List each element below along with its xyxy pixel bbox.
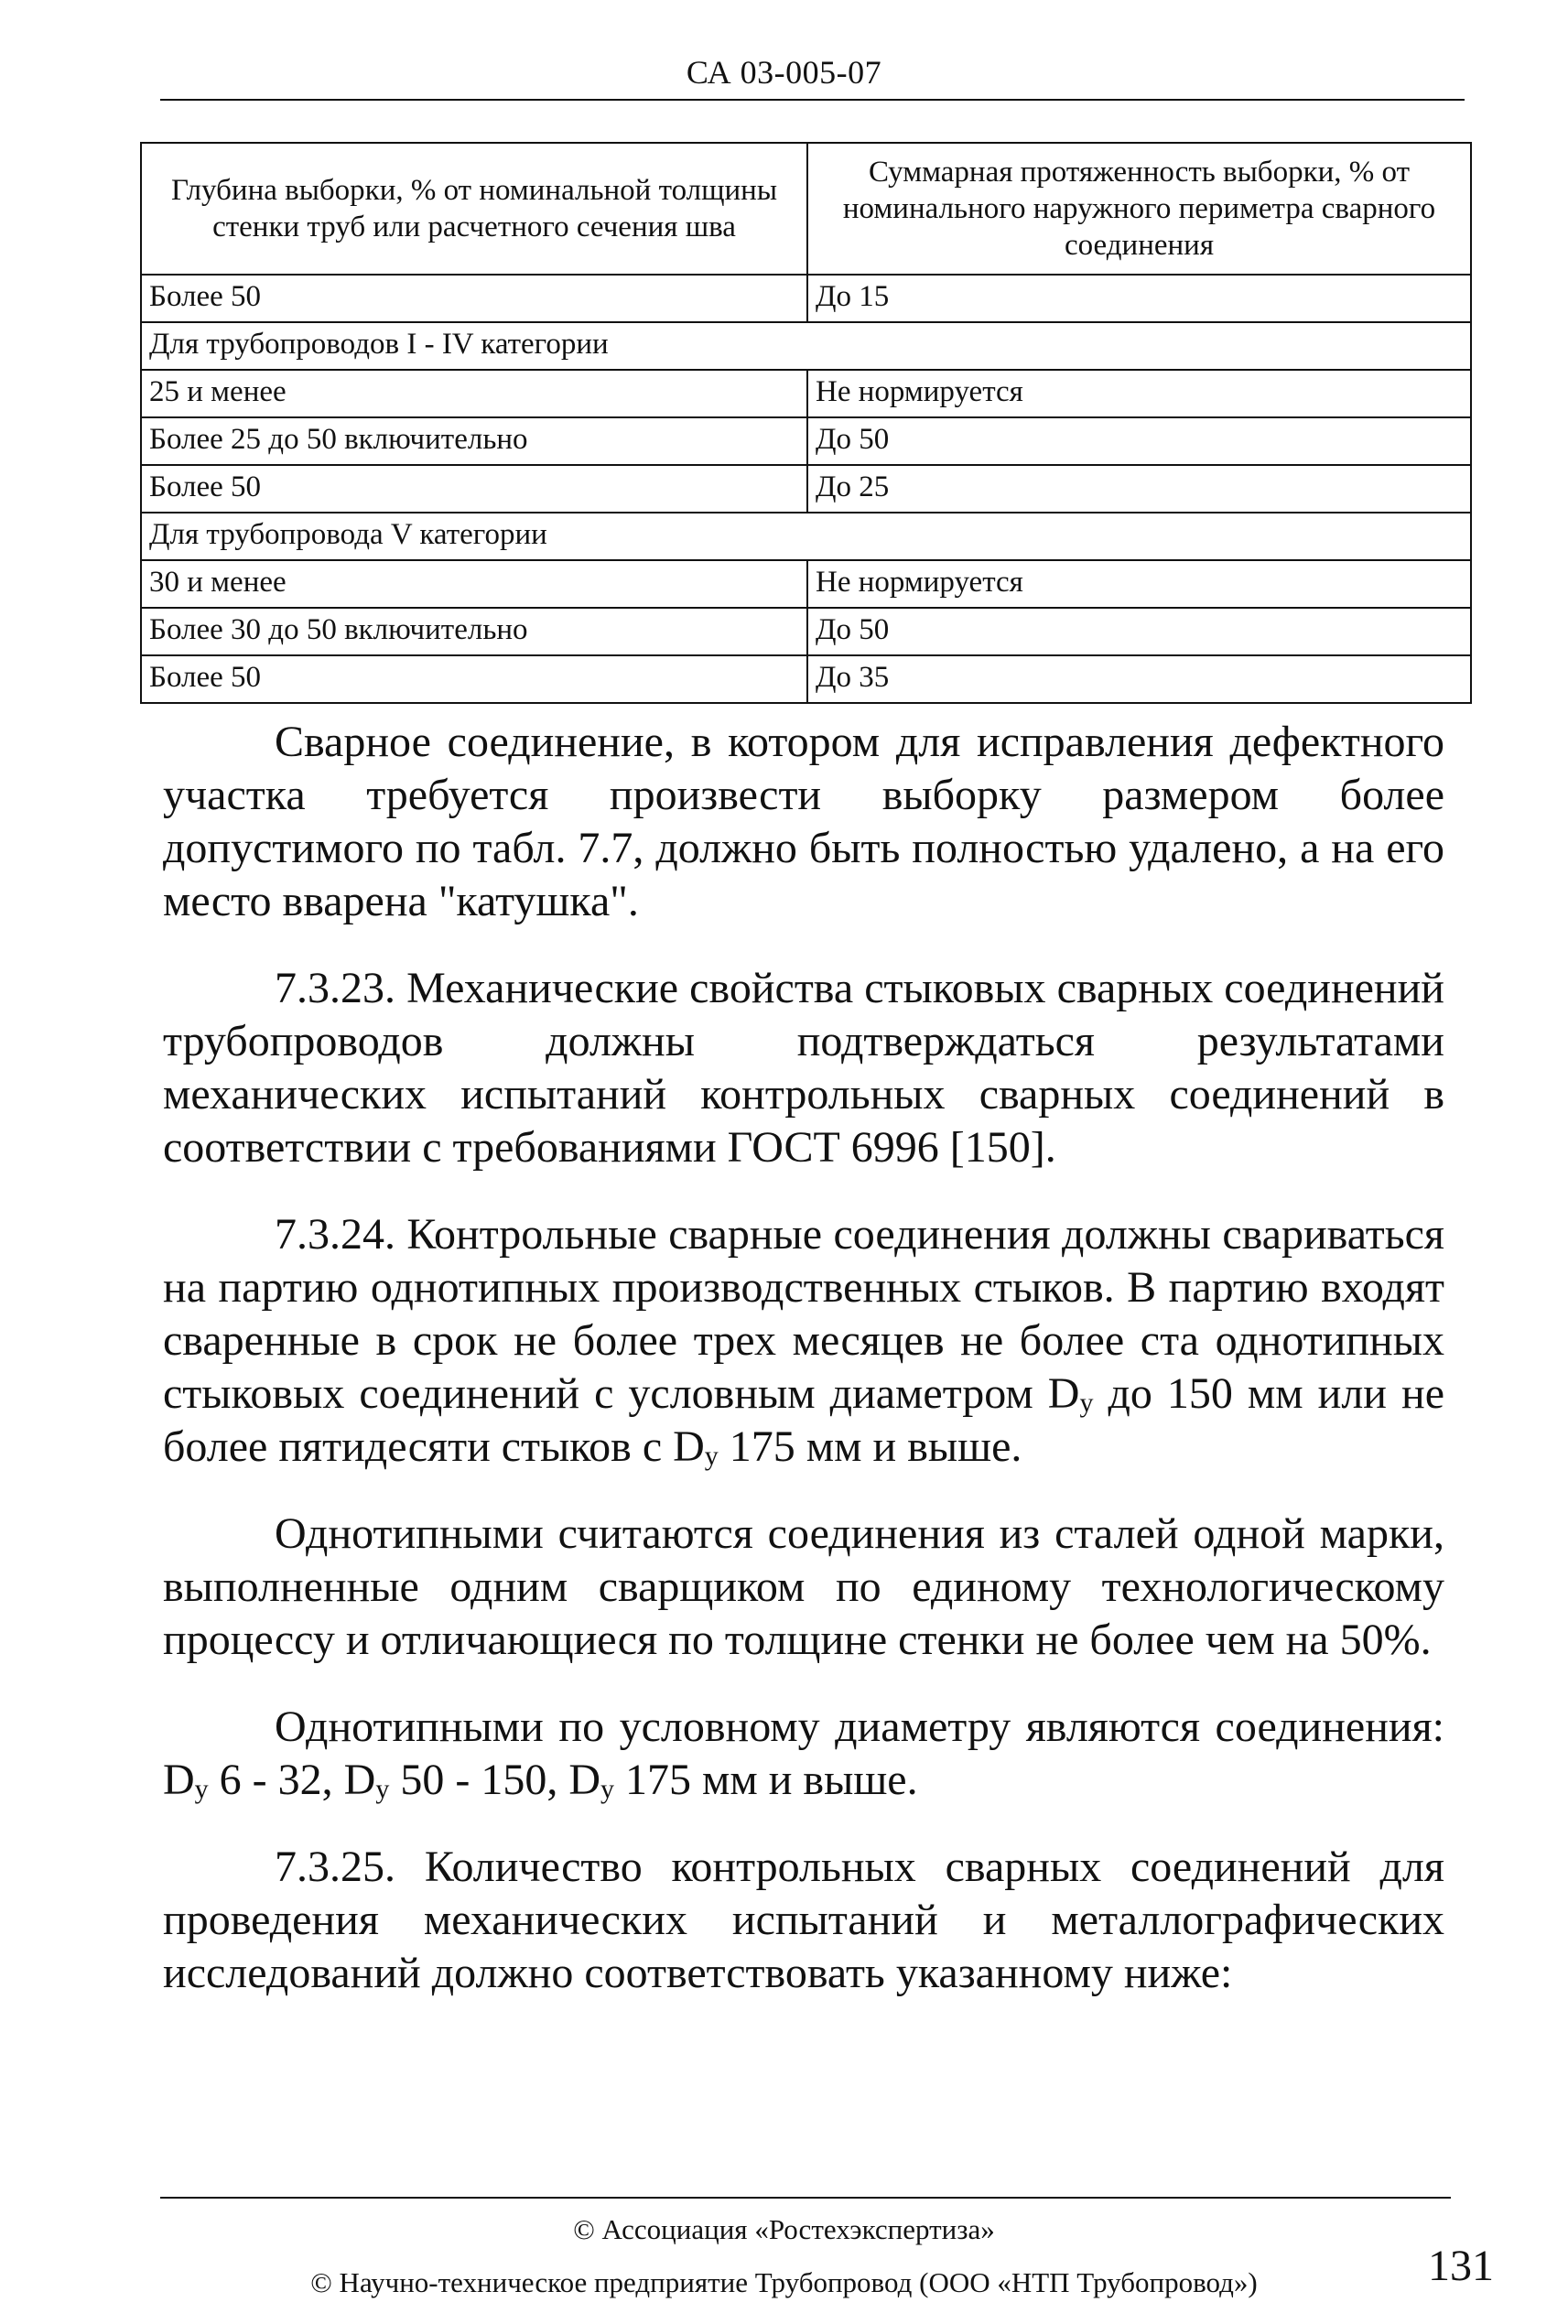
paragraph-7-3-24 [163,1208,1444,1474]
page-number: 131 [1428,2242,1494,2290]
paragraph-text: 175 мм и выше. [613,1756,918,1804]
table-section-label: Для трубопровода V категории [141,513,1471,560]
paragraph-text: 7.3.24. Контрольные сварные соединения должны свариваться на партию однотипных производственных стыков. В партию входят сваренные в срок не более трех месяцев не более ста однотипных стыковых соединений с условным диаметром D [163,1210,1444,1418]
table-cell: До 35 [807,655,1471,703]
table-cell: Более 50 [141,655,807,703]
table-row [141,655,1471,703]
table-cell: Более 50 [141,465,807,513]
paragraph-text: 6 - 32, D [208,1756,376,1804]
header-divider [160,99,1465,101]
table-cell: Не нормируется [807,560,1471,608]
table-row [141,417,1471,465]
paragraph-7-3-23: 7.3.23. Механические свойства стыковых сварных соединений трубопроводов должны подтверждаться результатами механических испытаний контрольных сварных соединений в соответствии с требованиями ГОСТ 6996 [150]. [163,964,1444,1172]
paragraph-text: до 150 мм или не более пятидесяти стыков с D [163,1369,1444,1471]
paragraph-same-type: Однотипными считаются соединения из сталей одной марки, выполненные одним сварщиком по единому технологическому процессу и отличающиеся по толщине стенки не более чем на 50%. [163,1509,1444,1664]
subscript: у [1079,1388,1094,1418]
document-code: СА 03-005-07 [686,54,882,91]
subscript: у [194,1774,209,1804]
sampling-table [140,142,1472,704]
table-row [141,560,1471,608]
paragraph-7-3-25: 7.3.25. Количество контрольных сварных соединений для проведения механических испытаний и металлографических исследований должно соответствовать указанному ниже: [163,1843,1444,1997]
table-section-row [141,513,1471,560]
table-row [141,608,1471,655]
table-cell: 25 и менее [141,370,807,417]
table-section-row [141,322,1471,370]
table-section-label: Для трубопроводов I - IV категории [141,322,1471,370]
table-row [141,370,1471,417]
body-text [163,716,1444,2034]
table-cell: Не нормируется [807,370,1471,417]
table-cell: До 50 [807,417,1471,465]
footer-copyright-company: © Научно-техническое предприятие Трубопровод (ООО «НТП Трубопровод») [310,2266,1258,2298]
table-cell: 30 и менее [141,560,807,608]
table-row [141,275,1471,322]
paragraph-text: Однотипными по условному диаметру являются соединения: D [163,1702,1444,1804]
table-row [141,465,1471,513]
table-cell: Более 25 до 50 включительно [141,417,807,465]
table-cell: До 25 [807,465,1471,513]
paragraph-text: 50 - 150, D [389,1756,600,1804]
table-cell: До 15 [807,275,1471,322]
footer-divider [160,2197,1451,2199]
table-header-row [141,143,1471,275]
table-cell: До 50 [807,608,1471,655]
subscript: у [375,1774,390,1804]
column-header-depth: Глубина выборки, % от номинальной толщины стенки труб или расчетного сечения шва [141,143,807,275]
column-header-length: Суммарная протяженность выборки, % от номинального наружного периметра сварного соединения [807,143,1471,275]
table-cell: Более 30 до 50 включительно [141,608,807,655]
paragraph-text: 175 мм и выше. [718,1422,1022,1471]
subscript: у [704,1441,719,1471]
footer-copyright-association: © Ассоциация «Ростехэкспертиза» [573,2213,995,2245]
paragraph-diameter-groups [163,1701,1444,1807]
subscript: у [600,1774,614,1804]
paragraph-replacement: Сварное соединение, в котором для исправления дефектного участка требуется произвести выборку размером более допустимого по табл. 7.7, должно быть полностью удалено, а на его место вварена "катушка". [163,718,1444,925]
table-cell: Более 50 [141,275,807,322]
